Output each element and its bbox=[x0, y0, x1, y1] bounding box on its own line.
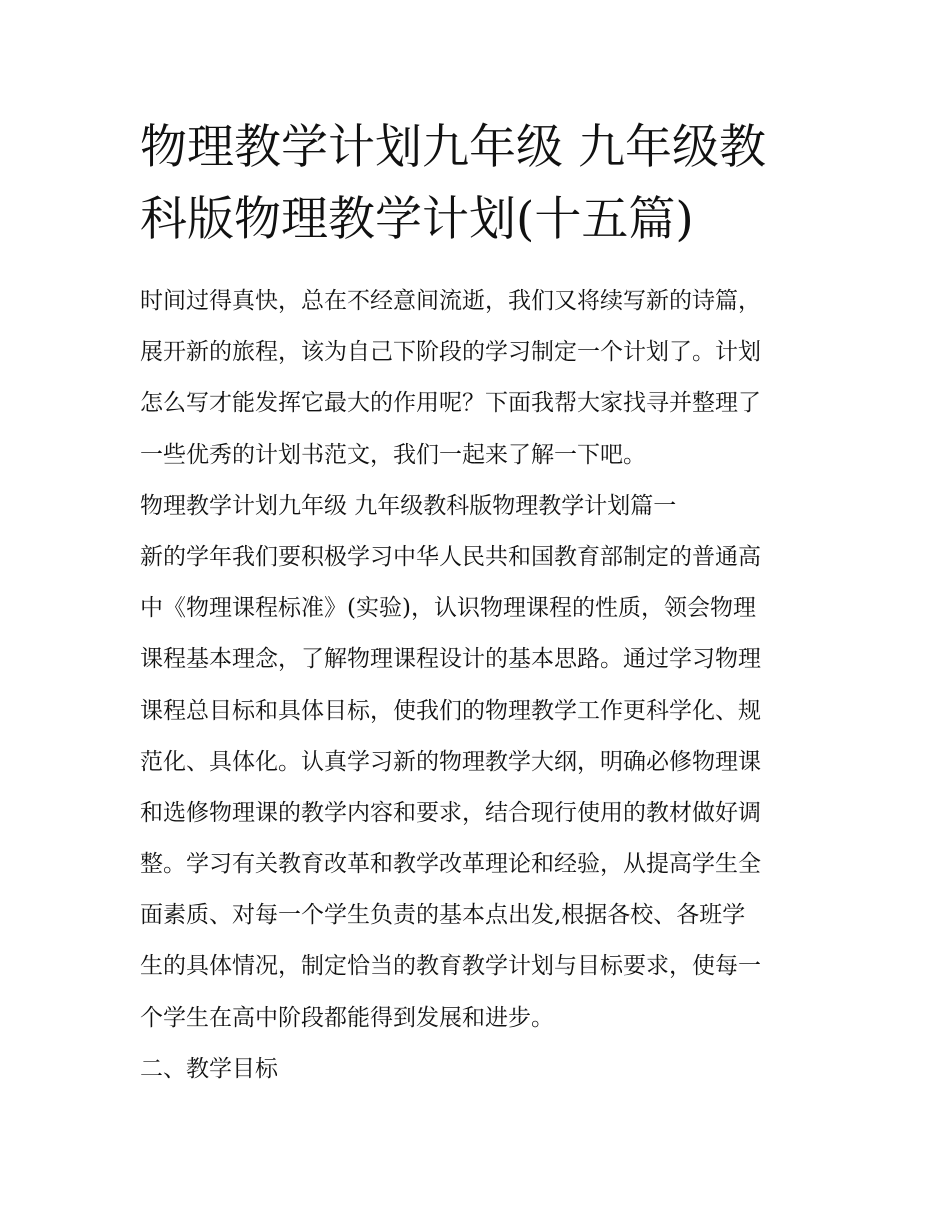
text-line: 整。学习有关教育改革和教学改革理论和经验，从提高学生全 bbox=[140, 851, 761, 878]
document-title bbox=[140, 112, 830, 256]
text-line: 范化、具体化。认真学习新的物理教学大纲，明确必修物理课 bbox=[140, 748, 761, 775]
title-line: 科版物理教学计划(十五篇) bbox=[140, 192, 694, 247]
text-line: 面素质、对每一个学生负责的基本点出发,根据各校、各班学 bbox=[140, 902, 746, 929]
text-line: 一些优秀的计划书范文，我们一起来了解一下吧。 bbox=[140, 441, 646, 468]
text-line: 怎么写才能发挥它最大的作用呢？下面我帮大家找寻并整理了 bbox=[140, 390, 761, 417]
text-line: 生的具体情况，制定恰当的教育教学计划与目标要求，使每一 bbox=[140, 953, 761, 980]
document-body bbox=[140, 276, 840, 1095]
text-line: 新的学年我们要积极学习中华人民共和国教育部制定的普通高 bbox=[140, 543, 761, 570]
text-line: 课程基本理念，了解物理课程设计的基本思路。通过学习物理 bbox=[140, 646, 761, 673]
intro-paragraph bbox=[140, 276, 840, 481]
text-line: 展开新的旅程，该为自己下阶段的学习制定一个计划了。计划 bbox=[140, 339, 761, 366]
text-line: 中《物理课程标准》(实验)，认识物理课程的性质，领会物理 bbox=[140, 595, 756, 622]
text-line: 时间过得真快，总在不经意间流逝，我们又将续写新的诗篇， bbox=[140, 288, 761, 314]
body-paragraph bbox=[140, 532, 840, 1044]
subheading: 二、教学目标 bbox=[140, 1055, 278, 1082]
text-line: 和选修物理课的教学内容和要求，结合现行使用的教材做好调 bbox=[140, 799, 761, 826]
text-line: 课程总目标和具体目标，使我们的物理教学工作更科学化、规 bbox=[140, 697, 761, 724]
section-heading: 物理教学计划九年级 九年级教科版物理教学计划篇一 bbox=[140, 492, 677, 519]
text-line: 个学生在高中阶段都能得到发展和进步。 bbox=[140, 1004, 554, 1031]
title-line: 物理教学计划九年级 九年级教 bbox=[140, 120, 766, 175]
